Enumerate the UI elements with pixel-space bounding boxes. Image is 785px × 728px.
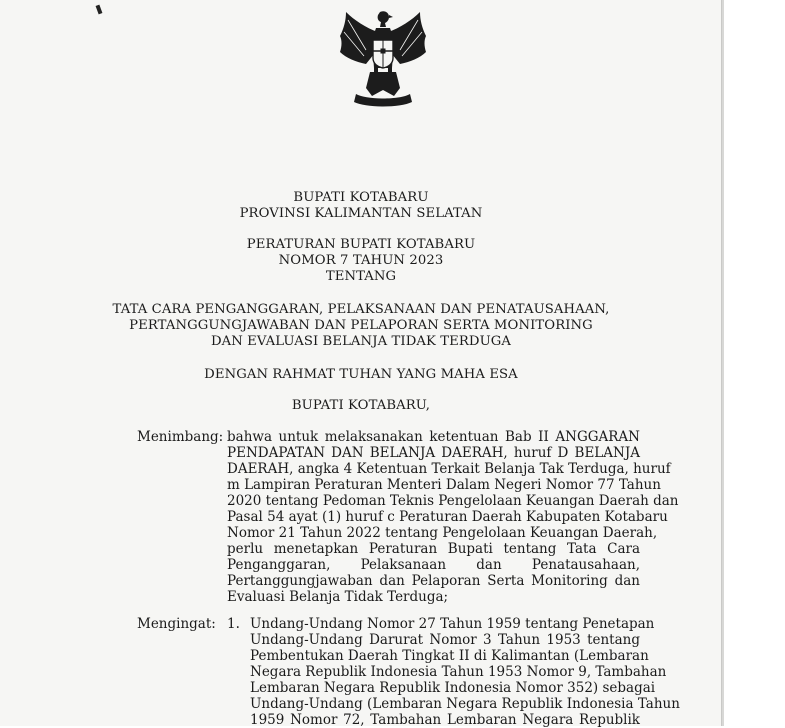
paragraph-line: Penganggaran, Pelaksanaan dan Penatausahaan, <box>227 557 640 573</box>
paragraph-line: Pertanggungjawaban dan Pelaporan Serta Monitoring dan <box>227 573 640 589</box>
regulation-title: PERATURAN BUPATI KOTABARU <box>246 237 476 252</box>
list-item-line: Pembentukan Daerah Tingkat II di Kalimantan (Lembaran <box>250 648 649 664</box>
regulation-about: TENTANG <box>325 269 397 284</box>
list-item-line: Undang-Undang (Lembaran Negara Republik Indonesia Tahun <box>250 696 680 712</box>
list-item-line: Undang-Undang Darurat Nomor 3 Tahun 1953 tentang <box>250 632 640 648</box>
list-item-body <box>250 616 680 728</box>
list-item-line: 1959 Nomor 72, Tambahan Lembaran Negara Republik <box>250 712 640 728</box>
menimbang-label: Menimbang: <box>137 429 224 445</box>
regulation-number: NOMOR 7 TAHUN 2023 <box>278 253 444 268</box>
garuda-emblem-icon <box>336 10 430 110</box>
blessing-line <box>0 367 722 383</box>
paragraph-line: DAERAH, angka 4 Ketentuan Terkait Belanja Tak Terduga, huruf <box>227 461 671 477</box>
issuer-province: PROVINSI KALIMANTAN SELATAN <box>239 206 483 221</box>
authority-text: BUPATI KOTABARU, <box>291 398 431 413</box>
subject-line-3: DAN EVALUASI BELANJA TIDAK TERDUGA <box>210 334 512 349</box>
page-margin <box>724 0 785 726</box>
paragraph-line: PENDAPATAN DAN BELANJA DAERAH, huruf D BELANJA <box>227 445 640 461</box>
regulation-block <box>0 237 722 285</box>
list-item-line: Negara Republik Indonesia Tahun 1953 Nomor 9, Tambahan <box>250 664 667 680</box>
subject-line-2: PERTANGGUNGJAWABAN DAN PELAPORAN SERTA MONITORING <box>129 318 593 333</box>
paragraph-line: m Lampiran Peraturan Menteri Dalam Negeri Nomor 77 Tahun <box>227 477 661 493</box>
paragraph-line: 2020 tentang Pedoman Teknis Pengelolaan Keuangan Daerah dan <box>227 493 679 509</box>
menimbang-paragraph <box>227 429 679 605</box>
paragraph-line: Evaluasi Belanja Tidak Terduga; <box>227 589 449 605</box>
blessing-text: DENGAN RAHMAT TUHAN YANG MAHA ESA <box>204 367 518 382</box>
paragraph-line: perlu menetapkan Peraturan Bupati tentang Tata Cara <box>227 541 640 557</box>
authority-line <box>0 398 722 414</box>
issuer-block <box>0 190 722 222</box>
list-item-line: Undang-Undang Nomor 27 Tahun 1959 tentang Penetapan <box>250 616 655 632</box>
mengingat-label: Mengingat: <box>137 616 216 632</box>
paragraph-line: bahwa untuk melaksanakan ketentuan Bab II ANGGARAN <box>227 429 640 445</box>
subject-line-1: TATA CARA PENGANGGARAN, PELAKSANAAN DAN PENATAUSAHAAN, <box>112 302 610 317</box>
list-item-number: 1. <box>227 616 240 632</box>
paragraph-line: Pasal 54 ayat (1) huruf c Peraturan Daerah Kabupaten Kotabaru <box>227 509 668 525</box>
paragraph-line: Nomor 21 Tahun 2022 tentang Pengelolaan Keuangan Daerah, <box>227 525 658 541</box>
list-item-line: Lembaran Negara Republik Indonesia Nomor 352) sebagai <box>250 680 656 696</box>
subject-block <box>0 302 722 350</box>
issuer-title: BUPATI KOTABARU <box>293 190 429 205</box>
